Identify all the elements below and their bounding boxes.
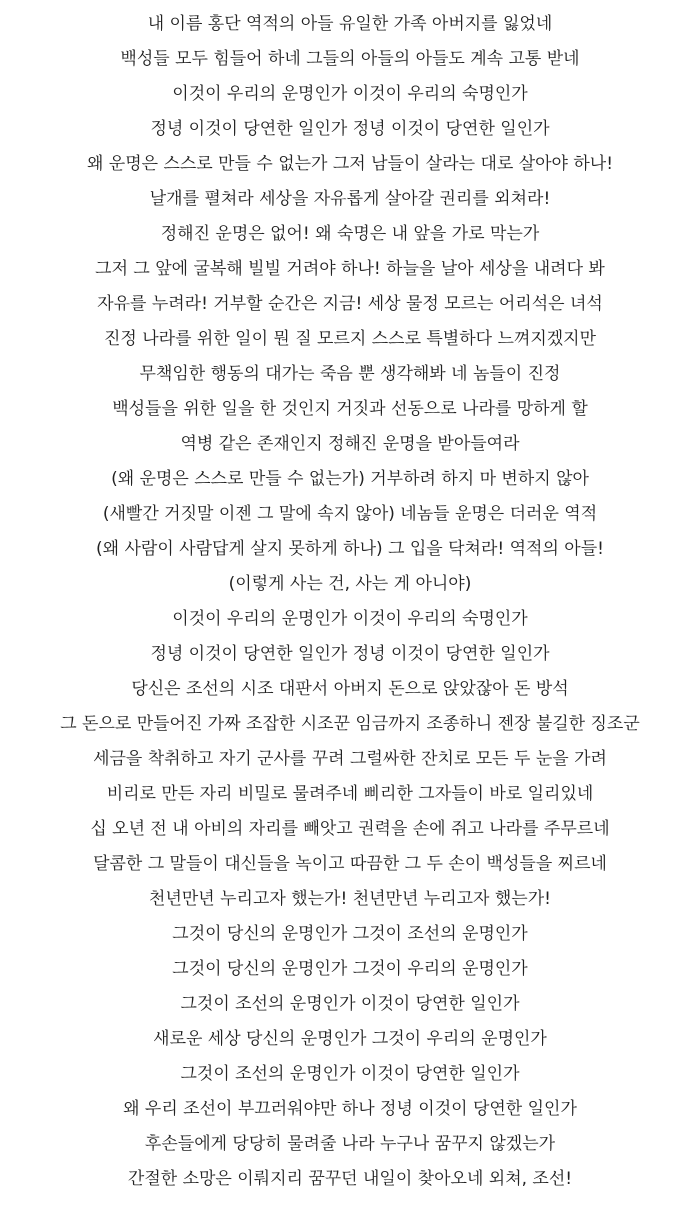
lyric-line-22: 세금을 착취하고 자기 군사를 꾸려 그럴싸한 잔치로 모든 두 눈을 가려 (93, 749, 607, 769)
lyric-line-11: 무책임한 행동의 대가는 죽음 뿐 생각해봐 네 놈들이 진정 (139, 364, 561, 384)
lyric-line-2: 백성들 모두 힘들어 하네 그들의 아들의 아들도 계속 고통 받네 (120, 49, 580, 69)
lyric-line-16: (왜 사람이 사람답게 살지 못하게 하나) 그 입을 닥쳐라! 역적의 아들! (96, 539, 604, 559)
lyric-line-5: 왜 운명은 스스로 만들 수 없는가 그저 남들이 살라는 대로 살아야 하나! (86, 154, 614, 174)
lyric-line-25: 달콤한 그 말들이 대신들을 녹이고 따끔한 그 두 손이 백성들을 찌르네 (93, 854, 607, 874)
lyric-line-6: 날개를 펼쳐라 세상을 자유롭게 살아갈 권리를 외쳐라! (149, 189, 551, 209)
lyric-line-10: 진정 나라를 위한 일이 뭔 질 모르지 스스로 특별하다 느껴지겠지만 (103, 329, 597, 349)
lyric-line-19: 정녕 이것이 당연한 일인가 정녕 이것이 당연한 일인가 (150, 644, 550, 664)
lyric-line-26: 천년만년 누리고자 했는가! 천년만년 누리고자 했는가! (149, 889, 551, 909)
lyric-line-21: 그 돈으로 만들어진 가짜 조잡한 시조꾼 임금까지 조종하니 젠장 불길한 징조군 (60, 714, 640, 734)
lyric-line-15: (새빨간 거짓말 이젠 그 말에 속지 않아) 네놈들 운명은 더러운 역적 (102, 504, 598, 524)
lyric-line-4: 정녕 이것이 당연한 일인가 정녕 이것이 당연한 일인가 (150, 119, 550, 139)
lyric-line-3: 이것이 우리의 운명인가 이것이 우리의 숙명인가 (172, 84, 528, 104)
lyric-line-14: (왜 운명은 스스로 만들 수 없는가) 거부하려 하지 마 변하지 않아 (111, 469, 589, 489)
lyric-line-17: (이렇게 사는 건, 사는 게 아니야) (228, 574, 472, 594)
lyric-line-23: 비리로 만든 자리 비밀로 물려주네 삐리한 그자들이 바로 일리있네 (106, 784, 594, 804)
lyric-line-9: 자유를 누려라! 거부할 순간은 지금! 세상 물정 모르는 어리석은 녀석 (97, 294, 603, 314)
lyric-line-27: 그것이 당신의 운명인가 그것이 조선의 운명인가 (172, 924, 528, 944)
lyric-line-28: 그것이 당신의 운명인가 그것이 우리의 운명인가 (172, 959, 528, 979)
lyric-line-7: 정해진 운명은 없어! 왜 숙명은 내 앞을 가로 막는가 (160, 224, 540, 244)
lyric-line-1: 내 이름 홍단 역적의 아들 유일한 가족 아버지를 잃었네 (147, 14, 553, 34)
lyric-line-18: 이것이 우리의 운명인가 이것이 우리의 숙명인가 (172, 609, 528, 629)
lyric-line-24: 십 오년 전 내 아비의 자리를 빼앗고 권력을 손에 쥐고 나라를 주무르네 (90, 819, 610, 839)
lyric-line-13: 역병 같은 존재인지 정해진 운명을 받아들여라 (180, 434, 520, 454)
lyric-line-33: 후손들에게 당당히 물려줄 나라 누구나 꿈꾸지 않겠는가 (144, 1134, 556, 1154)
lyric-line-31: 그것이 조선의 운명인가 이것이 당연한 일인가 (180, 1064, 520, 1084)
lyric-line-34: 간절한 소망은 이뤄지리 꿈꾸던 내일이 찾아오네 외쳐, 조선! (127, 1169, 573, 1189)
lyric-line-30: 새로운 세상 당신의 운명인가 그것이 우리의 운명인가 (153, 1029, 547, 1049)
lyric-line-20: 당신은 조선의 시조 대판서 아버지 돈으로 앉았잖아 돈 방석 (131, 679, 569, 699)
lyric-line-8: 그저 그 앞에 굴복해 빌빌 거려야 하나! 하늘을 날아 세상을 내려다 봐 (95, 259, 605, 279)
lyric-line-29: 그것이 조선의 운명인가 이것이 당연한 일인가 (180, 994, 520, 1014)
lyric-line-12: 백성들을 위한 일을 한 것인지 거짓과 선동으로 나라를 망하게 할 (112, 399, 588, 419)
lyric-line-32: 왜 우리 조선이 부끄러워야만 하나 정녕 이것이 당연한 일인가 (123, 1099, 577, 1119)
lyrics-text (0, 7, 700, 1197)
